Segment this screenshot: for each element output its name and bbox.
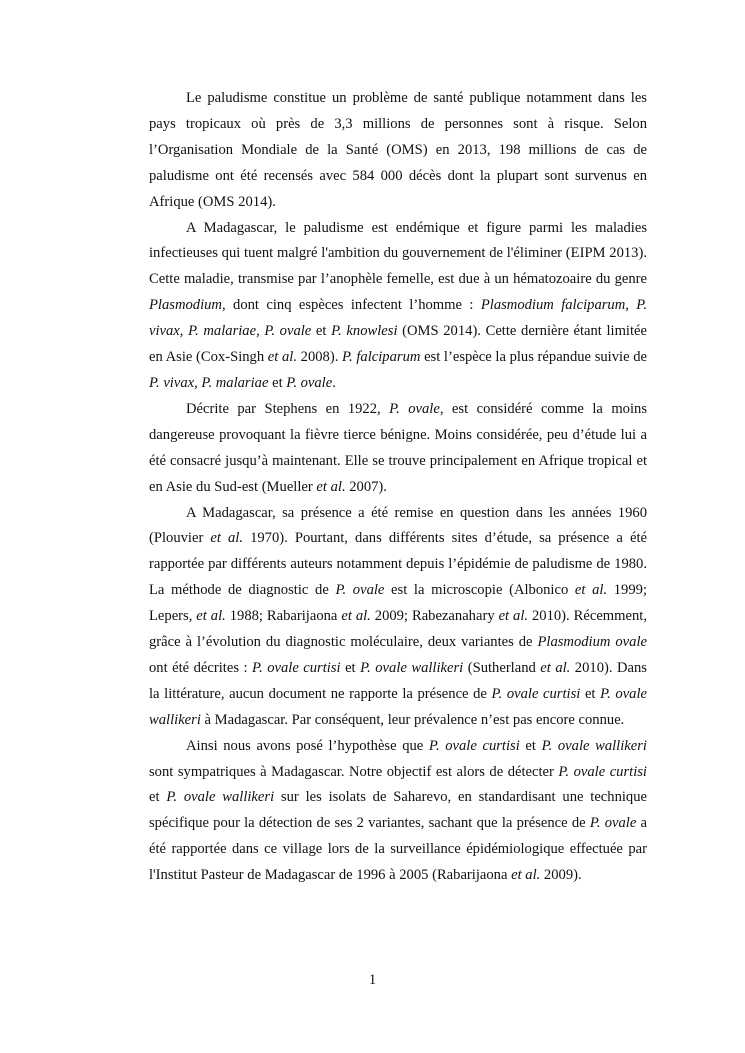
text-run: 2010). Dans la littérature, aucun document ne rapporte la présence de — [149, 659, 647, 702]
italic-text: P. ovale curtisi — [428, 737, 520, 754]
text-run: . — [332, 374, 336, 391]
text-run: 2008). — [297, 349, 343, 366]
text-run: et — [580, 685, 601, 702]
text-run: ont été décrites : — [149, 659, 253, 676]
italic-text: et al. — [316, 478, 346, 495]
text-run: , dont cinq espèces infectent l’homme : — [221, 297, 481, 314]
text-run: 2007). — [345, 478, 387, 495]
italic-text: Plasmodium — [149, 297, 222, 314]
text-run: Ainsi nous avons posé l’hypothèse que — [186, 737, 429, 754]
italic-text: P. ovale curtisi — [491, 685, 581, 702]
text-run: sont sympatriques à Madagascar. Notre objectif est alors de détecter — [149, 763, 559, 780]
text-run: sur les isolats de Saharevo, en standardisant une technique spécifique pour la détection de ses 2 variantes, sachant que la présence de — [149, 789, 647, 832]
text-run: , est considéré comme la moins dangereuse provoquant la fièvre tierce bénigne. Moins considérée, peu d’étude lui a été consacré jusqu’à maintenant. Elle se trouve principalement en Afrique tropical et en Asie du Sud-est (Mueller — [149, 400, 648, 495]
italic-text: P. ovale — [389, 400, 440, 417]
italic-text: P. ovale curtisi — [252, 659, 341, 676]
text-run: à Madagascar. Par conséquent, leur prévalence n’est pas encore connue. — [200, 711, 625, 728]
italic-text: P. ovale — [335, 582, 385, 599]
text-run: est la microscopie (Albonico — [384, 582, 575, 599]
italic-text: et al. — [574, 582, 608, 599]
italic-text: P. ovale — [286, 374, 333, 391]
italic-text: P. ovale wallikeri — [541, 737, 647, 754]
text-run: et — [268, 374, 287, 391]
text-run: A Madagascar, le paludisme est endémique et figure parmi les maladies infectieuses qui tuent malgré l'ambition du gouvernement de l'éliminer (EIPM 2013). Cette maladie, transmise par l’anophèle femelle, est due à un hématozoaire du genre — [149, 219, 647, 288]
italic-text: P. ovale wallikeri — [360, 659, 464, 676]
italic-text: et al. — [210, 530, 243, 547]
italic-text: P. ovale curtisi — [558, 763, 647, 780]
italic-text: P. ovale wallikeri — [149, 685, 648, 728]
paragraph — [149, 397, 647, 501]
text-run: 1988; Rabarijaona — [225, 608, 342, 625]
paragraph — [149, 216, 647, 397]
text-run: 2010). Récemment, grâce à l’évolution du diagnostic moléculaire, deux variantes de — [149, 608, 647, 651]
italic-text: et al. — [267, 349, 297, 366]
italic-text: P. falciparum — [342, 349, 421, 366]
text-run: Le paludisme constitue un problème de santé publique notamment dans les pays tropicaux où près de 3,3 millions de personnes sont à risque. Selon l’Organisation Mondiale de la Santé (OMS) en 2013, 198 millions de cas de paludisme ont été recensés avec 584 000 décès dont la plupart sont survenus en Afrique (OMS 2014). — [149, 90, 647, 210]
text-run: et — [311, 323, 332, 340]
text-run: Décrite par Stephens en 1922, — [186, 400, 390, 417]
text-run: 2009; Rabezanahary — [370, 608, 499, 625]
italic-text: et al. — [498, 608, 529, 625]
paragraph — [149, 86, 647, 216]
paragraph — [149, 501, 647, 734]
text-run: A Madagascar, sa présence a été remise en question dans les années 1960 (Plouvier — [149, 504, 647, 547]
text-run: est l’espèce la plus répandue suivie de — [420, 349, 647, 366]
text-run: 2009). — [540, 867, 582, 884]
text-run: (OMS 2014). Cette dernière étant limitée en Asie (Cox-Singh — [149, 323, 647, 366]
text-run: 1999; Lepers, — [149, 582, 648, 625]
paragraph — [149, 734, 647, 889]
italic-text: et al. — [341, 608, 371, 625]
page-number: 1 — [368, 972, 377, 988]
text-run: et — [340, 659, 361, 676]
text-run: a été rapportée dans ce village lors de la surveillance épidémiologique effectuée par l'Institut Pasteur de Madagascar de 1996 à 2005 (Rabarijaona — [149, 815, 647, 884]
italic-text: Plasmodium ovale — [537, 634, 647, 651]
italic-text: et al. — [196, 608, 226, 625]
text-run: et — [149, 789, 167, 806]
italic-text: P. knowlesi — [331, 323, 398, 340]
text-run: 1970). Pourtant, dans différents sites d’étude, sa présence a été rapportée par différents auteurs notamment depuis l’épidémie de paludisme de 1980. La méthode de diagnostic de — [149, 530, 647, 599]
text-run: et — [519, 737, 542, 754]
italic-text: et al. — [511, 867, 541, 884]
italic-text: et al. — [540, 659, 571, 676]
italic-text: P. ovale wallikeri — [166, 789, 275, 806]
italic-text: P. vivax, P. malariae — [149, 374, 269, 391]
body-text — [149, 86, 647, 889]
text-run: (Sutherland — [463, 659, 541, 676]
italic-text: Plasmodium falciparum, P. vivax, P. malariae, P. ovale — [149, 297, 647, 340]
italic-text: P. ovale — [589, 815, 637, 832]
